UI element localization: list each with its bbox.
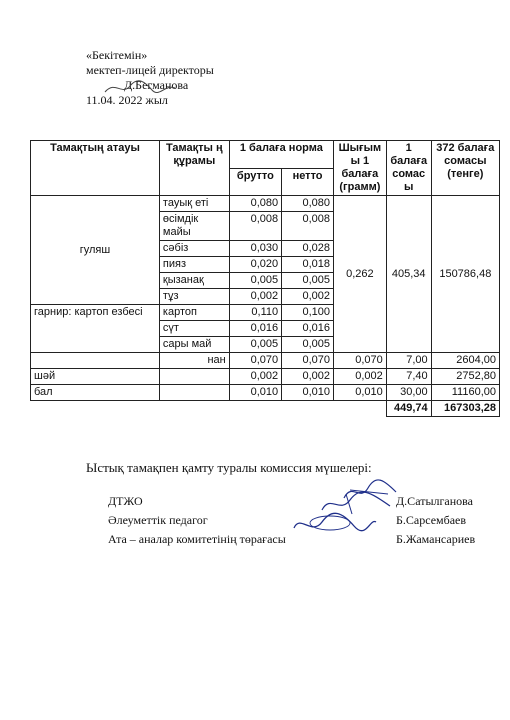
ingredient bbox=[159, 385, 229, 401]
director-name: Д.Бегманова bbox=[124, 78, 189, 92]
ingredient: сүт bbox=[159, 321, 229, 337]
director-signature bbox=[100, 76, 180, 98]
yield-value: 0,002 bbox=[334, 369, 387, 385]
table-row bbox=[31, 353, 500, 369]
cost-one-value: 7,00 bbox=[386, 353, 431, 369]
brutto-value: 0,005 bbox=[229, 337, 281, 353]
brutto-value: 0,070 bbox=[229, 353, 281, 369]
ingredient: сәбіз bbox=[159, 241, 229, 257]
netto-value: 0,100 bbox=[282, 305, 334, 321]
netto-value: 0,010 bbox=[282, 385, 334, 401]
cost-one-value: 30,00 bbox=[386, 385, 431, 401]
dish-name: гуляш bbox=[31, 196, 160, 305]
cost-total-value: 2604,00 bbox=[431, 353, 499, 369]
approval-date: 11.04. 2022 жыл bbox=[86, 93, 168, 107]
menu-table bbox=[30, 140, 500, 417]
netto-value: 0,008 bbox=[282, 212, 334, 241]
ingredient: өсімдік майы bbox=[159, 212, 229, 241]
cost-total-value: 2752,80 bbox=[431, 369, 499, 385]
yield-value: 0,262 bbox=[334, 196, 387, 353]
table-row bbox=[31, 196, 500, 212]
table-header-row bbox=[31, 141, 500, 169]
member-role: Ата – аналар комитетінің төрағасы bbox=[108, 532, 286, 546]
signature-3 bbox=[290, 508, 380, 538]
ingredient: картоп bbox=[159, 305, 229, 321]
member-name: Д.Сатылганова bbox=[396, 494, 474, 508]
netto-value: 0,016 bbox=[282, 321, 334, 337]
header-composition: Тамақты ң құрамы bbox=[159, 141, 229, 196]
ingredient: нан bbox=[159, 353, 229, 369]
ingredient: пияз bbox=[159, 257, 229, 273]
dish-name: гарнир: картоп езбесі bbox=[31, 305, 160, 353]
netto-value: 0,005 bbox=[282, 337, 334, 353]
netto-value: 0,080 bbox=[282, 196, 334, 212]
header-dish-name: Тамақтың атауы bbox=[31, 141, 160, 196]
dish-name: бал bbox=[31, 385, 160, 401]
header-netto: нетто bbox=[282, 168, 334, 196]
brutto-value: 0,016 bbox=[229, 321, 281, 337]
approval-title: «Бекітемін» bbox=[86, 48, 148, 62]
table-row bbox=[31, 385, 500, 401]
header-cost-one: 1 балаға сомас ы bbox=[386, 141, 431, 196]
netto-value: 0,002 bbox=[282, 369, 334, 385]
brutto-value: 0,005 bbox=[229, 273, 281, 289]
netto-value: 0,070 bbox=[282, 353, 334, 369]
header-brutto: брутто bbox=[229, 168, 281, 196]
member-role: Әлеуметтік педагог bbox=[108, 513, 208, 527]
brutto-value: 0,030 bbox=[229, 241, 281, 257]
brutto-value: 0,002 bbox=[229, 289, 281, 305]
brutto-value: 0,008 bbox=[229, 212, 281, 241]
brutto-value: 0,080 bbox=[229, 196, 281, 212]
total-cost-total: 167303,28 bbox=[431, 401, 499, 417]
cost-total-value: 11160,00 bbox=[431, 385, 499, 401]
member-name: Б.Сарсембаев bbox=[396, 513, 467, 527]
ingredient: тауық еті bbox=[159, 196, 229, 212]
netto-value: 0,002 bbox=[282, 289, 334, 305]
brutto-value: 0,110 bbox=[229, 305, 281, 321]
netto-value: 0,028 bbox=[282, 241, 334, 257]
cost-one-value: 7,40 bbox=[386, 369, 431, 385]
ingredient: сары май bbox=[159, 337, 229, 353]
commission-title: Ыстық тамақпен қамту туралы комиссия мүшелері: bbox=[86, 460, 372, 475]
ingredient: тұз bbox=[159, 289, 229, 305]
cost-one-value: 405,34 bbox=[386, 196, 431, 353]
netto-value: 0,018 bbox=[282, 257, 334, 273]
yield-value: 0,010 bbox=[334, 385, 387, 401]
ingredient bbox=[159, 369, 229, 385]
dish-name bbox=[31, 353, 160, 369]
header-cost-total: 372 балаға сомасы (тенге) bbox=[431, 141, 499, 196]
total-row bbox=[31, 401, 500, 417]
approval-position: мектеп-лицей директоры bbox=[86, 63, 214, 77]
brutto-value: 0,010 bbox=[229, 385, 281, 401]
table-row bbox=[31, 369, 500, 385]
total-cost-one: 449,74 bbox=[386, 401, 431, 417]
member-role: ДТЖО bbox=[108, 494, 143, 508]
ingredient: қызанақ bbox=[159, 273, 229, 289]
dish-name: шәй bbox=[31, 369, 160, 385]
brutto-value: 0,020 bbox=[229, 257, 281, 273]
header-norm: 1 балаға норма bbox=[229, 141, 333, 169]
yield-value: 0,070 bbox=[334, 353, 387, 369]
netto-value: 0,005 bbox=[282, 273, 334, 289]
brutto-value: 0,002 bbox=[229, 369, 281, 385]
member-name: Б.Жамансариев bbox=[396, 532, 476, 546]
cost-total-value: 150786,48 bbox=[431, 196, 499, 353]
header-yield: Шығым ы 1 балаға (грамм) bbox=[334, 141, 387, 196]
